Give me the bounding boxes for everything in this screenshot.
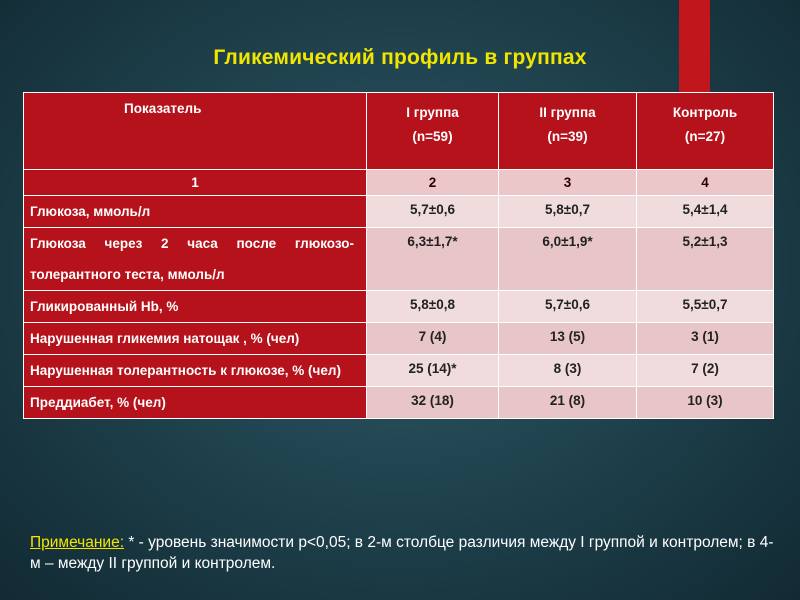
column-number-2: 2: [367, 170, 499, 196]
cell-control: 10 (3): [637, 387, 774, 419]
footnote-label: Примечание:: [30, 534, 125, 551]
cell-group2: 21 (8): [499, 387, 637, 419]
header-control: [637, 93, 774, 170]
header-group1-label: I группа: [406, 105, 459, 120]
table-row: [24, 196, 774, 228]
cell-group2: 5,7±0,6: [499, 291, 637, 323]
table-row: [24, 387, 774, 419]
cell-group1: 7 (4): [367, 323, 499, 355]
column-number-3: 3: [499, 170, 637, 196]
header-group1: [367, 93, 499, 170]
glycemic-profile-table: [23, 92, 774, 419]
column-number-4: 4: [637, 170, 774, 196]
header-control-n: (n=27): [684, 129, 726, 144]
table-row: [24, 323, 774, 355]
column-number-row: [24, 170, 774, 196]
row-label: Нарушенная гликемия натощак , % (чел): [24, 323, 367, 355]
header-control-label: Контроль: [672, 105, 738, 120]
header-group1-n: (n=59): [412, 129, 453, 144]
table-row: [24, 228, 774, 291]
cell-group1: 6,3±1,7*: [367, 228, 499, 291]
header-group2-n: (n=39): [547, 129, 588, 144]
cell-control: 7 (2): [637, 355, 774, 387]
cell-control: 5,5±0,7: [637, 291, 774, 323]
row-label: Глюкоза через 2 часа после глюкозо-толерантного теста, ммоль/л: [24, 228, 367, 291]
cell-group1: 5,7±0,6: [367, 196, 499, 228]
row-label: Нарушенная толерантность к глюкозе, % (чел): [24, 355, 367, 387]
row-label: Преддиабет, % (чел): [24, 387, 367, 419]
cell-group2: 5,8±0,7: [499, 196, 637, 228]
cell-group1: 5,8±0,8: [367, 291, 499, 323]
cell-control: 3 (1): [637, 323, 774, 355]
slide-title: Гликемический профиль в группах: [213, 46, 587, 69]
header-indicator: Показатель: [24, 93, 367, 170]
table-row: [24, 291, 774, 323]
cell-group1: 25 (14)*: [367, 355, 499, 387]
table-row: [24, 355, 774, 387]
row-label: Гликированный Hb, %: [24, 291, 367, 323]
cell-group2: 6,0±1,9*: [499, 228, 637, 291]
cell-group2: 8 (3): [499, 355, 637, 387]
column-number-1: 1: [24, 170, 367, 196]
row-label: Глюкоза, ммоль/л: [24, 196, 367, 228]
header-group2: [499, 93, 637, 170]
footnote-text: * - уровень значимости p<0,05; в 2-м столбце различия между I группой и контролем; в 4-м – между II группой и контролем.: [30, 534, 774, 572]
footnote: [30, 532, 775, 574]
cell-group1: 32 (18): [367, 387, 499, 419]
header-group2-label: II группа: [539, 105, 596, 120]
table-header-row: [24, 93, 774, 170]
cell-control: 5,2±1,3: [637, 228, 774, 291]
cell-control: 5,4±1,4: [637, 196, 774, 228]
cell-group2: 13 (5): [499, 323, 637, 355]
